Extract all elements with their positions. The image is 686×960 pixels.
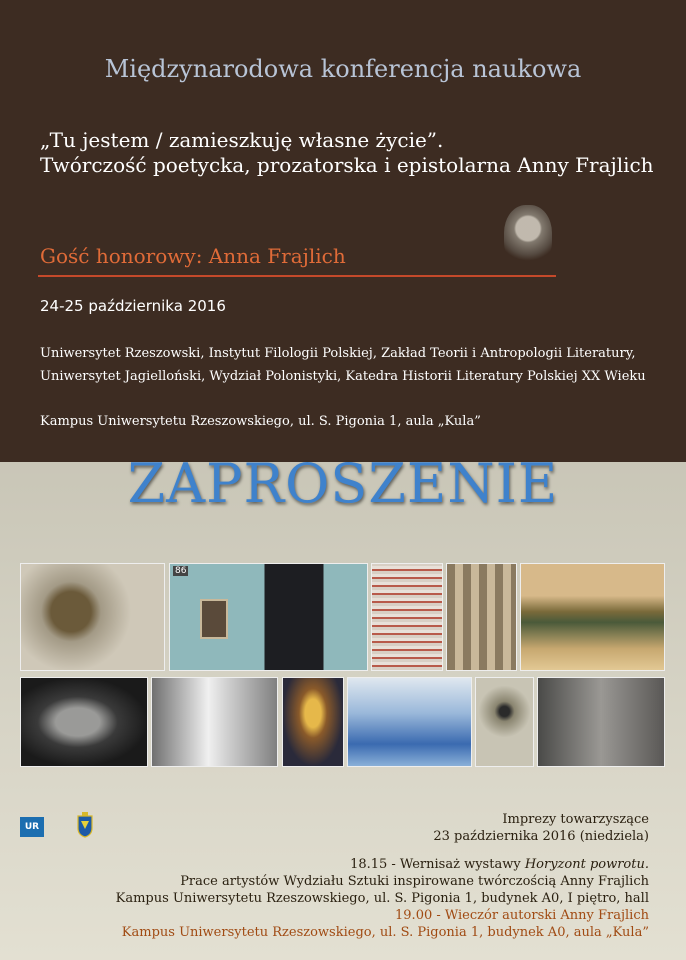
artwork-2-inset bbox=[200, 599, 228, 639]
event-vernissage-time: 18.15 - Wernisaż wystawy bbox=[350, 857, 525, 872]
coat-of-arms-icon bbox=[76, 812, 94, 838]
artwork-5 bbox=[520, 563, 665, 671]
artwork-2 bbox=[169, 563, 368, 671]
artwork-4 bbox=[446, 563, 517, 671]
event-author-evening-location: Kampus Uniwersytetu Rzeszowskiego, ul. S. Pigonia 1, budynek A0, aula „Kula” bbox=[121, 925, 649, 940]
events-date: 23 października 2016 (niedziela) bbox=[433, 829, 649, 844]
university-logo-text: UR bbox=[24, 822, 40, 832]
institutions-line2: Uniwersytet Jagielloński, Wydział Polonistyki, Katedra Historii Literatury Polskiej XX Wieku bbox=[40, 369, 646, 384]
artwork-6 bbox=[20, 677, 148, 767]
artwork-number: 86 bbox=[175, 566, 187, 576]
event-vernissage-title: Horyzont powrotu. bbox=[524, 857, 649, 872]
guest-portrait bbox=[504, 205, 552, 267]
artwork-3 bbox=[371, 563, 443, 671]
event-vernissage-location: Kampus Uniwersytetu Rzeszowskiego, ul. S. Pigonia 1, budynek A0, I piętro, hall bbox=[115, 891, 649, 906]
artwork-7 bbox=[151, 677, 278, 767]
divider-line bbox=[38, 275, 556, 277]
artwork-9 bbox=[347, 677, 472, 767]
institutions-line1: Uniwersytet Rzeszowski, Instytut Filologii Polskiej, Zakład Teorii i Antropologii Literatury, bbox=[40, 346, 636, 361]
event-vernissage-description: Prace artystów Wydziału Sztuki inspirowane twórczością Anny Frajlich bbox=[180, 874, 649, 889]
conference-title: Międzynarodowa konferencja naukowa bbox=[104, 55, 582, 83]
artwork-8 bbox=[282, 677, 344, 767]
conference-quote-line1: „Tu jestem / zamieszkuję własne życie”. bbox=[40, 128, 444, 152]
artwork-1 bbox=[20, 563, 165, 671]
honorary-guest: Gość honorowy: Anna Frajlich bbox=[40, 244, 346, 268]
invitation-title: ZAPROSZENIE bbox=[127, 452, 559, 515]
university-logo bbox=[20, 817, 44, 837]
event-author-evening: 19.00 - Wieczór autorski Anny Frajlich bbox=[395, 908, 649, 923]
event-vernissage bbox=[350, 857, 649, 872]
conference-location: Kampus Uniwersytetu Rzeszowskiego, ul. S. Pigonia 1, aula „Kula” bbox=[40, 414, 481, 429]
events-heading: Imprezy towarzyszące bbox=[502, 812, 649, 827]
conference-date: 24-25 października 2016 bbox=[40, 297, 226, 315]
artwork-11 bbox=[537, 677, 665, 767]
artwork-10 bbox=[475, 677, 534, 767]
conference-quote-line2: Twórczość poetycka, prozatorska i epistolarna Anny Frajlich bbox=[40, 153, 654, 177]
